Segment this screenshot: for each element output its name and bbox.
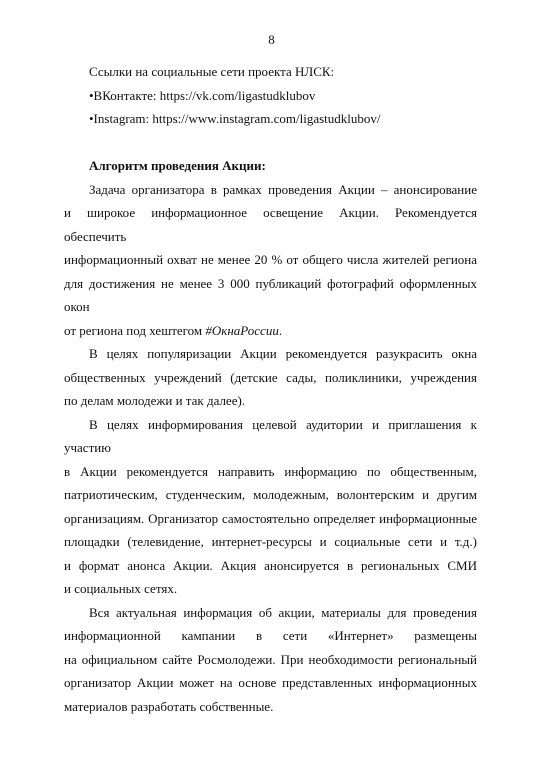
social-links-intro: Ссылки на социальные сети проекта НЛСК: (89, 64, 335, 79)
paragraph-line: организатор Акции может на основе представленных информационных (64, 675, 477, 690)
paragraph-line: общественных учреждений (детские сады, поликлиники, учреждения (64, 369, 477, 385)
paragraph-line: В целях популяризации Акции рекомендуется разукрасить окна (89, 346, 477, 361)
paragraph-3 (64, 413, 477, 601)
paragraph-line: и широкое информационное освещение Акции. Рекомендуется обеспечить (64, 205, 477, 244)
paragraph-line: для достижения не менее 3 000 публикаций фотографий оформленных окон (64, 275, 477, 314)
period: . (278, 322, 283, 338)
paragraph-1 (64, 178, 477, 343)
paragraph-4 (64, 601, 477, 719)
paragraph-line: Вся актуальная информация об акции, материалы для проведения (89, 604, 477, 620)
paragraph-line: информационной кампании в сети «Интернет» размещены (64, 628, 477, 643)
section-heading: Алгоритм проведения Акции: (89, 158, 266, 173)
paragraph-line: материалов разработать собственные. (64, 698, 274, 714)
paragraph-line: в Акции рекомендуется направить информацию по общественным, (64, 463, 477, 479)
paragraph-line: на официальном сайте Росмолодежи. При необходимости региональный (64, 651, 477, 667)
vk-link[interactable]: •ВКонтакте: https://vk.com/ligastudklubov (89, 87, 316, 103)
paragraph-line: В целях информирования целевой аудитории и приглашения к участию (64, 416, 477, 455)
paragraph-text: от региона под хештегом (64, 322, 206, 338)
paragraph-line: патриотическим, студенческим, молодежным, волонтерским и другим (64, 487, 477, 502)
paragraph-line: площадки (телевидение, интернет-ресурсы и социальные сети и т.д.) (64, 534, 477, 549)
instagram-link[interactable]: •Instagram: https://www.instagram.com/ligastudklubov/ (89, 111, 381, 126)
paragraph-line: Задача организатора в рамках проведения Акции – анонсирование (89, 181, 477, 197)
hashtag: #ОкнаРоссии (205, 322, 279, 338)
social-links-block (64, 60, 477, 131)
paragraph-line: и социальных сетях. (64, 581, 178, 596)
paragraph-line: и формат анонса Акции. Акция анонсируется в региональных СМИ (64, 557, 477, 573)
page-number: 8 (268, 32, 275, 47)
paragraph-line: информационный охват не менее 20 % от общего числа жителей региона (64, 252, 477, 267)
spacer (64, 131, 477, 155)
paragraph-line: организациям. Организатор самостоятельно определяет информационные (64, 510, 477, 526)
page-content (64, 60, 477, 718)
paragraph-line: по делам молодежи и так далее). (64, 393, 246, 408)
paragraph-line (64, 319, 477, 343)
paragraph-2 (64, 342, 477, 413)
